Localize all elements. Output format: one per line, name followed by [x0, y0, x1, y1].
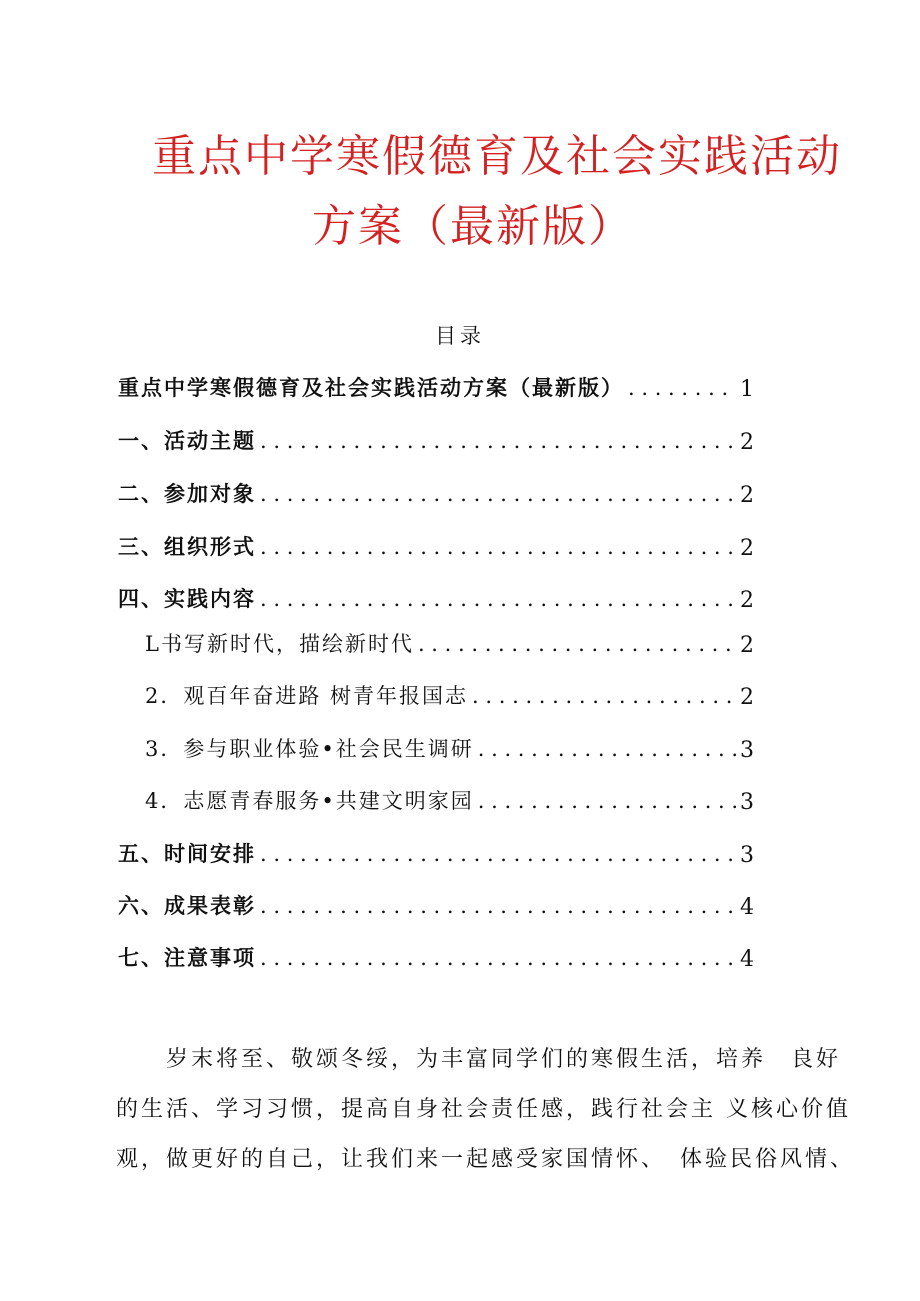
- toc-entry[interactable]: [118, 531, 754, 561]
- toc-leader-dots: [418, 634, 736, 658]
- toc-entry-page: 4: [740, 895, 754, 920]
- toc-entry-label: 重点中学寒假德育及社会实践活动方案（最新版）: [118, 375, 624, 400]
- toc-leader-dots: [260, 431, 736, 455]
- body-paragraph-line: 的生活、学习习惯，提高自身社会责任感，践行社会主 义核心价值: [116, 1097, 851, 1122]
- toc-entry-label: 六、成果表彰: [118, 893, 256, 918]
- toc-entry-label: 3．参与职业体验•社会民生调研: [145, 737, 474, 761]
- toc-leader-dots: [260, 844, 736, 868]
- toc-leader-dots: [260, 896, 736, 920]
- document-title-line-2: 方案（最新版）: [312, 201, 634, 252]
- document-title-line-1: 重点中学寒假德育及社会实践活动: [152, 131, 842, 182]
- toc-entry[interactable]: [145, 785, 754, 815]
- toc-entry[interactable]: [118, 425, 754, 455]
- toc-entry[interactable]: [145, 680, 754, 710]
- toc-entry-label: 二、参加对象: [118, 481, 256, 506]
- toc-entry[interactable]: [145, 733, 754, 763]
- toc-entry-label: 四、实践内容: [118, 586, 256, 611]
- toc-leader-dots: [628, 378, 736, 402]
- toc-entry[interactable]: [118, 838, 754, 868]
- toc-leader-dots: [260, 484, 736, 508]
- toc-entry-page: 2: [740, 633, 754, 658]
- body-paragraph-line: 观，做更好的自己，让我们来一起感受家国情怀、 体验民俗风情、: [116, 1147, 856, 1172]
- toc-leader-dots: [260, 589, 736, 613]
- toc-entry-page: 3: [740, 790, 754, 815]
- toc-entry-label: 三、组织形式: [118, 534, 256, 559]
- toc-entry[interactable]: [118, 890, 754, 920]
- toc-entry-page: 2: [740, 685, 754, 710]
- toc-entry[interactable]: [118, 942, 754, 972]
- toc-entry-page: 2: [740, 588, 754, 613]
- toc-entry[interactable]: [118, 583, 754, 613]
- toc-heading: 目录: [435, 324, 485, 348]
- toc-leader-dots: [260, 537, 736, 561]
- toc-entry[interactable]: [145, 628, 754, 658]
- toc-leader-dots: [260, 948, 736, 972]
- toc-entry-label: 七、注意事项: [118, 945, 256, 970]
- toc-entry-page: 4: [740, 947, 754, 972]
- toc-entry-page: 3: [740, 738, 754, 763]
- toc-entry-label: 4．志愿青春服务•共建文明家园: [145, 789, 474, 813]
- toc-entry-page: 2: [740, 483, 754, 508]
- toc-entry-page: 2: [740, 430, 754, 455]
- toc-entry-page: 2: [740, 536, 754, 561]
- toc-entry-label: L书写新时代，描绘新时代: [145, 632, 414, 656]
- toc-entry-label: 五、时间安排: [118, 841, 256, 866]
- toc-entry-label: 一、活动主题: [118, 428, 256, 453]
- toc-leader-dots: [478, 791, 736, 815]
- toc-entry-page: 1: [740, 377, 754, 402]
- toc-entry[interactable]: [118, 478, 754, 508]
- toc-leader-dots: [472, 686, 736, 710]
- toc-entry-label: 2．观百年奋进路 树青年报国志: [145, 684, 469, 708]
- toc-entry-page: 3: [740, 843, 754, 868]
- toc-entry[interactable]: [118, 372, 754, 402]
- body-paragraph-line: 岁末将至、敬颂冬绥，为丰富同学们的寒假生活，培养 良好: [166, 1047, 842, 1072]
- toc-leader-dots: [478, 739, 736, 763]
